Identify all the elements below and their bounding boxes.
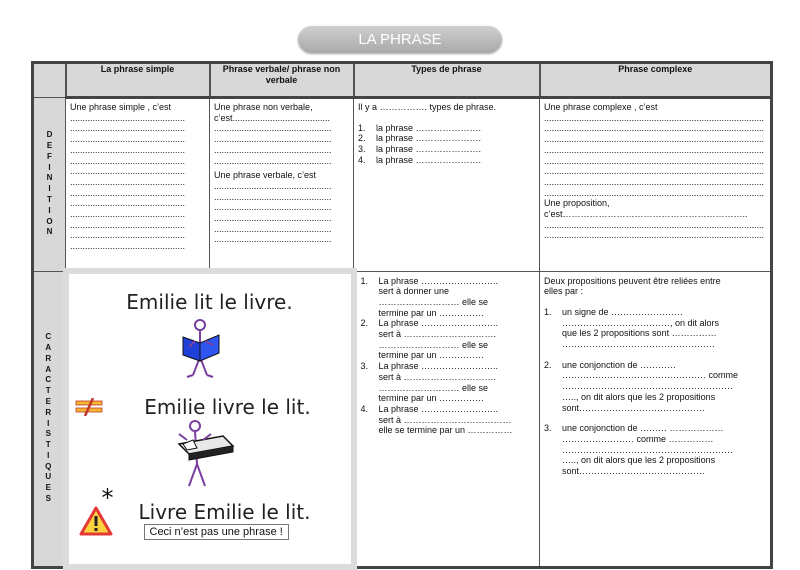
list-item: 2. la phrase …………………. [358, 133, 482, 144]
def-proposition-intro: Une proposition, [544, 198, 610, 209]
sentence-wrong: Livre Emilie le lit. [138, 500, 311, 524]
caracteristiques-row [33, 271, 772, 567]
list-item: 4. la phrase …………………. [358, 154, 482, 165]
header-types: Types de phrase [354, 63, 540, 98]
def-verbale-intro: Une phrase verbale, c’est [214, 170, 317, 181]
car-types-cell: 1. La phrase …………………….. sert à donner une ……………………… elle se termine par un …………… 2. La phrase …………………….. sert à …………………………. ……………………… elle se termine par un …………… 3. La phrase …………………….. sert à …………………………. ……………………… elle se termine par un …………… 4. La phrase …………………….. sert à ……………………………… elle se termine par un …………… [354, 271, 540, 567]
car-complexe-cell: Deux propositions peuvent être reliées entre elles par : 1. un signe de …………………… ………………………………, on dit alors que les 2 propositions sont …………… …………………………………………… 2. une conjonction de ………… ………………………………………… comme ………………………………………………… ….., on dit alors que les 2 propositions sont…………………………………… 3. une conjonction de ……… ……………… …………………… comme …………… ………………………………………………… ….., on dit alors que les 2 propositions sont…………………………………… [540, 271, 772, 567]
def-complexe-cell: Une phrase complexe , c’est ........................................................................................ ........................................................................................ ........................................................................................ ........................................................................................ ........................................................................................ ........................................................................................ ........................................................................................ ........................................................................................ Une proposition, c’est…………………………………………………….. ........................................................................................ ........................................................................................ [540, 98, 772, 272]
header-verbale: Phrase verbale/ phrase non verbale [210, 63, 354, 98]
def-simple-intro: Une phrase simple , c’est [70, 102, 172, 112]
definition-row [33, 98, 772, 272]
def-verbale-cell: Une phrase non verbale, c’est....................................... ............................................... ............................................... ............................................... ............................................... Une phrase verbale, c’est ............................................... ............................................... ............................................... ............................................... ............................................... ............................................... [210, 98, 354, 272]
list-item: 3. une conjonction de ……… ……………… …………………… comme …………… ………………………………………………… ….., on dit alors que les 2 propositions sont…………………………………… [544, 423, 733, 477]
list-item: 3. la phrase …………………. [358, 144, 482, 155]
side-label-caracteristiques: C A R A C T E R I S T I Q U E S [33, 271, 66, 567]
def-nonverbale-intro: Une phrase non verbale, [214, 102, 313, 112]
list-item: 3. La phrase …………………….. sert à …………………………. ……………………… elle se [360, 361, 499, 393]
def-simple-cell: Une phrase simple , c’est .............................................. .............................................. .............................................. .............................................. .............................................. .............................................. .............................................. .............................................. .............................................. .............................................. .............................................. .............................................. .............................................. [66, 98, 210, 272]
header-row [33, 63, 772, 98]
def-types-cell [354, 98, 540, 272]
side-label-definition: D E F I N I T I O N [33, 98, 66, 272]
list-item: 1. la phrase …………………. [358, 122, 482, 133]
sentence-inverted: Emilie livre le lit. [144, 395, 311, 419]
reading-figure-icon [173, 317, 233, 381]
header-complexe: Phrase complexe [540, 63, 772, 98]
caption-not-sentence: Ceci n’est pas une phrase ! [144, 524, 289, 540]
bed-figure-icon [173, 420, 239, 492]
def-types-list [358, 123, 535, 166]
example-image-panel [66, 271, 354, 567]
page-title: LA PHRASE [298, 26, 502, 53]
asterisk-mark: * [101, 484, 114, 512]
def-types-intro: Il y a ……………. types de phrase. [358, 102, 497, 112]
list-item: 4. La phrase …………………….. sert à ……………………………… elle se termine par un …………… [360, 403, 513, 436]
sentence-correct: Emilie lit le livre. [126, 290, 293, 314]
car-complexe-intro: Deux propositions peuvent être reliées entre [544, 275, 721, 286]
header-simple: La phrase simple [66, 63, 210, 98]
def-complexe-intro: Une phrase complexe , c’est [544, 102, 658, 112]
phrase-table [31, 61, 773, 570]
list-item: 1. un signe de …………………… ………………………………, on dit alors que les 2 propositions sont …………… …………………………………………… [544, 306, 720, 350]
list-item: 2. La phrase …………………….. sert à …………………………. ……………………… elle se [360, 318, 499, 350]
corner-cell [33, 63, 66, 98]
list-item: 2. une conjonction de ………… ………………………………………… comme ………………………………………………… ….., on dit alors que les 2 propositions sont…………………………………… [544, 359, 739, 413]
list-item: 1. La phrase …………………….. sert à donner une ……………………… elle se [360, 275, 499, 307]
